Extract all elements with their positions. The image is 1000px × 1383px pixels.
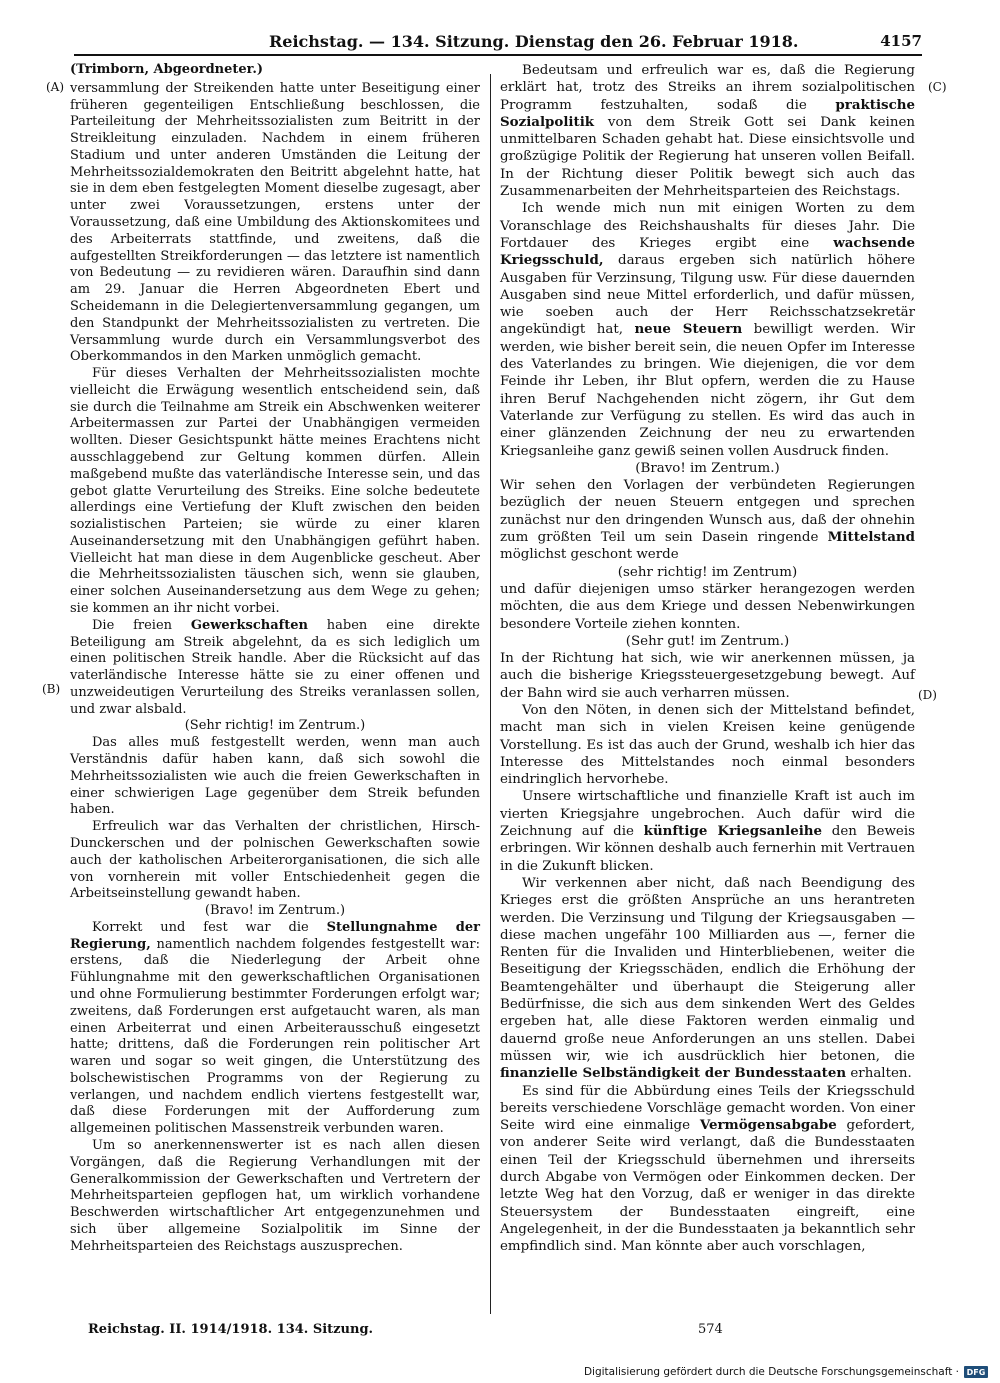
emphasis: neue Steuern <box>634 321 743 338</box>
paragraph: Die freien Gewerkschaften haben eine direkte Beteiligung am Streik abgelehnt, da es sich lediglich um einen politischen Streik handle. Aber die Rücksicht auf das vaterländische Interesse hätte sie zu einer offenen und unzweideutigen Verurteilung des Streiks veranlassen sollen, und zwar alsbald. <box>70 617 481 717</box>
margin-marker-d: (D) <box>918 688 937 702</box>
interjection: (Sehr gut! im Zentrum.) <box>625 633 790 649</box>
right-column <box>500 62 915 1255</box>
paragraph: und dafür diejenigen umso stärker herangezogen werden möchten, die aus dem Kriege und dessen Nebenwirkungen besondere Vorteile ziehen konnten. <box>500 581 915 632</box>
interjection: (Bravo! im Zentrum.) <box>635 460 780 476</box>
paragraph: Für dieses Verhalten der Mehrheitssozialisten mochte vielleicht die Erwägung wesentlich entscheidend sein, daß sie durch die Teilnahme am Streik ein Abschwenken weiterer Arbeitermassen zur Partei der Unabhängigen vermeiden wollten. Dieser Gesichtspunkt hätte meines Erachtens nicht ausschlaggebend zur Geltung kommen dürfen. Allein maßgebend mußte das vaterländische Interesse sein, und das gebot glatte Verurteilung des Streiks. Eine solche bedeutete allerdings eine Vertiefung der Kluft zwischen den beiden sozialistischen Parteien; sie würde zu einer klaren Auseinandersetzung mit den Unabhängigen geführt haben. Vielleicht hat man diese in dem Augenblicke gescheut. Aber die Mehrheitssozialisten täuschen sich, wenn sie glauben, einer solchen Auseinandersetzung aus dem Wege zu gehen; sie kommen an ihr nicht vorbei. <box>70 366 480 616</box>
credit-text: Digitalisierung gefördert durch die Deutsche Forschungsgemeinschaft · <box>583 1366 959 1378</box>
interjection: (Bravo! im Zentrum.) <box>204 903 346 919</box>
emphasis: Stellungnahme der Regierung, <box>70 919 480 952</box>
paragraph: versammlung der Streikenden hatte unter Beseitigung einer früheren gegenteiligen Entschließung beschlossen, die Parteileitung der Mehrheitssozialisten zum Beitritt in der Streikleitung einzuladen. Nachdem in einem früheren Stadium und unter anderen Umständen die Leitung der Mehrheitssozialdemokraten den Beitritt abgelehnt hatte, hat sie in dem eben festgelegten Moment dieselbe zugesagt, aber unter zwei Voraussetzungen, erstens unter der Voraussetzung, daß eine Umbildung des Aktionskomitees und des Arbeiterrats stattfinde, und zweitens, daß die aufgestellten Streikforderungen — das letztere ist namentlich von Bedeutung — zu revidieren wären. Daraufhin sind dann am 29. Januar die Herren Abgeordneten Ebert und Scheidemann in die Delegiertenversammlung gegangen, um den Standpunkt der Mehrheitssozialisten zu vertreten. Die Versammlung wurde durch ein Versammlungsverbot des Oberkommandos in den Marken unmöglich gemacht. <box>70 80 480 365</box>
footer-page-number: 574 <box>698 1322 723 1337</box>
running-title: Reichstag. — 134. Sitzung. Dienstag den 26. Februar 1918. <box>269 32 799 51</box>
emphasis: künftige Kriegsanleihe <box>643 823 823 840</box>
interjection: (sehr richtig! im Zentrum) <box>617 564 798 580</box>
footer-citation: Reichstag. II. 1914/1918. 134. Sitzung. <box>88 1322 374 1337</box>
emphasis: Mittelstand <box>827 529 915 546</box>
page-number: 4157 <box>880 32 922 50</box>
emphasis: finanzielle Selbständigkeit der Bundesstaaten <box>500 1065 847 1082</box>
margin-marker-a: (A) <box>46 80 65 94</box>
paragraph: Wir sehen den Vorlagen der verbündeten Regierungen bezüglich der neuen Steuern entgegen und sprechen zunächst nur den dringenden Wunsch aus, daß der ohnehin zum größten Teil um sein Dasein ringende Mittelstand möglichst geschont werde <box>500 478 915 563</box>
emphasis: praktische Sozialpolitik <box>500 96 915 130</box>
digitization-credit <box>584 1366 988 1378</box>
paragraph: In der Richtung hat sich, wie wir anerkennen müssen, ja auch die bisherige Kriegssteuergesetzgebung bewegt. Auf der Bahn wird sie auch verharren müssen. <box>500 651 915 701</box>
paragraph: Von den Nöten, in denen sich der Mittelstand befindet, macht man sich in vielen Kreisen keine genügende Vorstellung. Es ist das auch der Grund, weshalb ich hier das Interesse des Mittelstandes noch einmal besonders eindringlich hervorhebe. <box>500 702 915 788</box>
paragraph: Es sind für die Abbürdung eines Teils der Kriegsschuld bereits verschiedene Vorschläge gemacht worden. Von einer Seite wird eine einmalige Vermögensabgabe gefordert, von anderer Seite wird verlangt, daß die Bundesstaaten einen Teil der Kriegsschuld übernehmen und ihrerseits durch Abgabe von Vermögen oder Einkommen decken. Der letzte Weg hat den Vorzug, daß er weniger in das direkte Steuersystem der Bundesstaaten eingreift, eine Angelegenheit, in der die Bundesstaaten ja bekanntlich sehr empfindlich sind. Man könnte aber auch vorschlagen, <box>500 1083 915 1255</box>
column-divider <box>490 74 491 1314</box>
margin-marker-c: (C) <box>928 80 947 94</box>
emphasis: Vermögensabgabe <box>699 1117 837 1134</box>
paragraph: Das alles muß festgestellt werden, wenn man auch Verständnis dafür haben kann, daß sich sowohl die Mehrheitssozialisten wie auch die freien Gewerkschaften in einer schwierigen Lage gegenüber dem Streik befunden haben. <box>70 735 480 818</box>
paragraph: Erfreulich war das Verhalten der christlichen, Hirsch-Dunckerschen und der polnischen Gewerkschaften sowie auch der katholischen Arbeiterorganisationen, die sich alle von vornherein mit voller Entschiedenheit gegen die Arbeitseinstellung gewandt haben. <box>70 819 480 902</box>
speaker-name: (Trimborn, Abgeordneter.) <box>70 62 264 77</box>
paragraph: Unsere wirtschaftliche und finanzielle Kraft ist auch im vierten Kriegsjahre ungebrochen. Auch dafür wird die Zeichnung auf die künftige Kriegsanleihe den Beweis erbringen. Wir können deshalb auch fernerhin mit Vertrauen in die Zukunft blicken. <box>500 789 915 874</box>
left-column <box>70 62 480 1255</box>
paragraph: Ich wende mich nun mit einigen Worten zu dem Voranschlage des Reichshaushalts für dieses Jahr. Die Fortdauer des Krieges ergibt eine wachsende Kriegsschuld, daraus ergeben sich natürlich höhere Ausgaben für Verzinsung, Tilgung usw. Für diese dauernden Ausgaben sind neue Mittel erforderlich, und dafür müssen, wie soeben auch der Herr Reichsschatzsekretär angekündigt hat, neue Steuern bewilligt werden. Wir werden, wie bisher bereit sein, die neuen Opfer im Interesse des Vaterlandes zu bringen. Wie diejenigen, die vor dem Feinde ihr Leben, ihr Blut opfern, werden die zu Hause ihren Beruf Nachgehenden nicht zögern, ihr Gut dem Vaterlande zur Verfügung zu stellen. Es wird das auch in einer glänzenden Zeichnung der neu zu erwartenden Kriegsanleihe ganz gewiß seinen vollen Ausdruck finden. <box>500 201 916 459</box>
paragraph: Korrekt und fest war die Stellungnahme der Regierung, namentlich nachdem folgendes festgestellt war: erstens, daß die Niederlegung der Arbeit ohne Fühlungnahme mit den gewerkschaftlichen Organisationen und ohne Formulierung bestimmter Forderungen erfolgt war; zweitens, daß Forderungen erst aufgetaucht waren, als man einen Arbeiterrat und einen Arbeiterausschuß eingesetzt hatte; drittens, daß die Forderungen rein politischer Art waren und sogar so weit gingen, die Unterstützung des bolschewistischen Programms von der Regierung zu verlangen, und nachdem endlich viertens festgestellt war, daß diese Forderungen mit der Aufforderung zum allgemeinen politischen Massenstreik verbunden waren. <box>70 919 480 1137</box>
emphasis: Gewerkschaften <box>190 617 308 633</box>
paragraph: Bedeutsam und erfreulich war es, daß die Regierung erklärt hat, trotz des Streiks an ihrem sozialpolitischen Programm festzuhalten, sodaß die praktische Sozialpolitik von dem Streik Gott sei Dank keinen unmittelbaren Schaden gehabt hat. Diese einsichtsvolle und großzügige Politik der Regierung hat unseren vollen Beifall. In der Richtung dieser Politik bewegt sich auch das Zusammenarbeiten der Mehrheitsparteien des Reichstags. <box>500 63 915 200</box>
emphasis: wachsende Kriegsschuld, <box>500 234 915 269</box>
running-header <box>74 28 922 56</box>
paragraph: Wir verkennen aber nicht, daß nach Beendigung des Krieges erst die größten Ansprüche an uns herantreten werden. Die Verzinsung und Tilgung der Kriegsausgaben — diese machen ungefähr 100 Milliarden aus —, ferner die Renten für die Invaliden und Hinterbliebenen, weiter die Beseitigung der Kriegsschäden, endlich die Erhöhung der Beamtengehälter und überhaupt die Steigerung aller Bedürfnisse, die sich aus dem sinkenden Wert des Geldes ergeben hat, alle diese Faktoren werden einmalig und dauernd große neue Anforderungen an uns stellen. Dabei müssen wir, wie ich ausdrücklich hier betonen, die finanzielle Selbständigkeit der Bundesstaaten erhalten. <box>500 875 915 1082</box>
dfg-logo-icon: DFG <box>964 1366 988 1378</box>
interjection: (Sehr richtig! im Zentrum.) <box>184 718 366 734</box>
paragraph: Um so anerkennenswerter ist es nach allen diesen Vorgängen, daß die Regierung Verhandlungen mit der Generalkommission der Gewerkschaften und Vertretern der Mehrheitsparteien gepflogen hat, um wirklich vorhandene Beschwerden wirtschaftlicher Art entgegenzunehmen und sich über allgemeine Sozialpolitik im Sinne der Mehrheitsparteien des Reichstags auszusprechen. <box>70 1138 480 1254</box>
margin-marker-b: (B) <box>42 682 61 696</box>
